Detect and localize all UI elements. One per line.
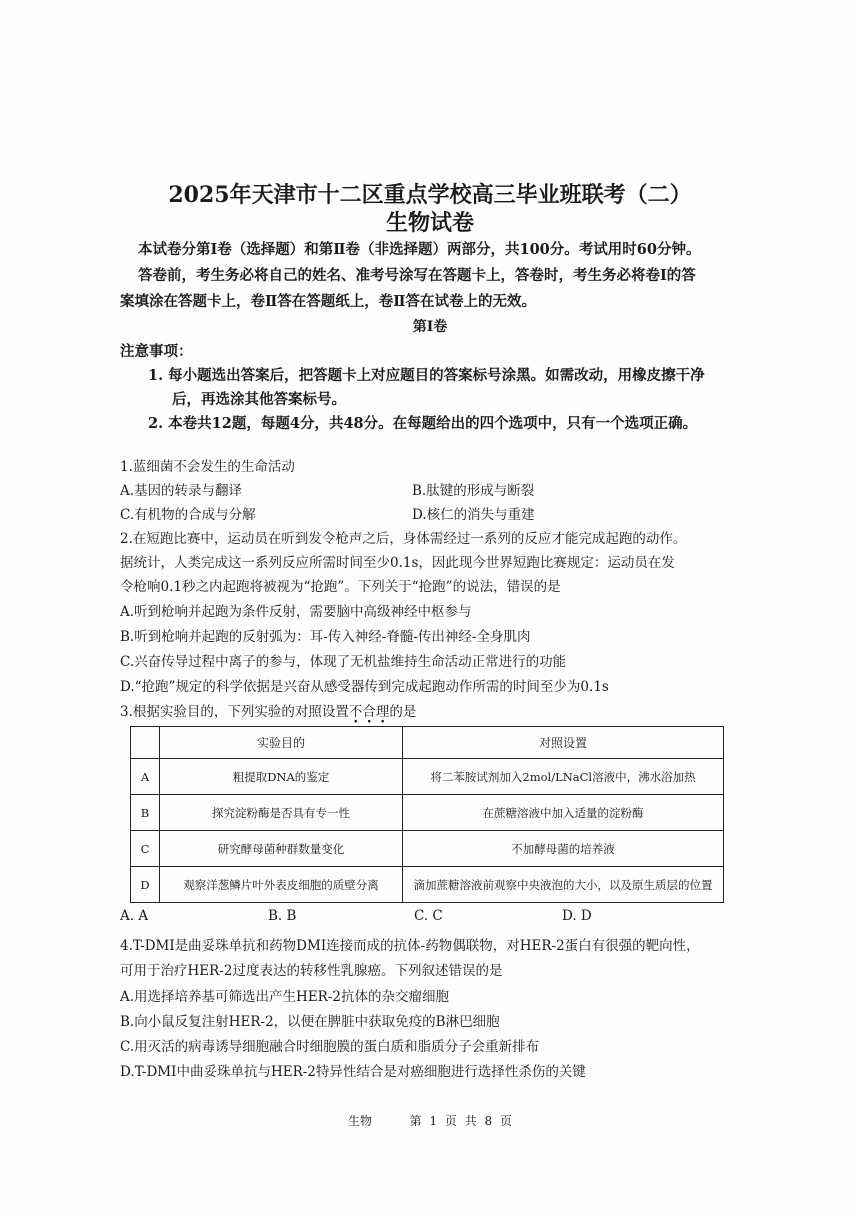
table-cell: 滴加蔗糖溶液前观察中央液泡的大小，以及原生质层的位置	[403, 867, 724, 903]
q2-option-b: B.听到枪响并起跑的反射弧为：耳-传入神经-脊髓-传出神经-全身肌肉	[120, 629, 531, 645]
footer-subject: 生物	[347, 1114, 372, 1128]
note-2-line-1: 2. 本卷共12题，每题4分，共48分。在每题给出的四个选项中，只有一个选项正确。	[148, 415, 698, 432]
q1-option-a: A.基因的转录与翻译	[120, 483, 243, 499]
page-subtitle: 生物试卷	[385, 210, 474, 236]
table-row	[131, 795, 724, 831]
q3-stem-after: 的是	[389, 704, 417, 720]
q3-stem-emphasis-3: 理	[375, 704, 390, 720]
note-1-line-2: 后，再选涂其他答案标号。	[172, 391, 346, 408]
q3-option-d: D. D	[562, 908, 592, 924]
q4-option-b: B.向小鼠反复注射HER-2，以便在脾脏中获取免疫的B淋巴细胞	[120, 1014, 500, 1030]
q2-stem-2: 据统计，人类完成这一系列反应所需时间至少0.1s，因此现今世界短跑比赛规定：运动员在发	[120, 555, 675, 571]
table-cell: 在蔗糖溶液中加入适量的淀粉酶	[403, 795, 724, 831]
table-cell: 探究淀粉酶是否具有专一性	[160, 795, 403, 831]
q3-stem-emphasis-2: 合	[362, 704, 376, 720]
q3-option-a: A. A	[120, 908, 149, 924]
table-cell: A	[131, 759, 160, 795]
table-header-row	[131, 727, 724, 759]
table-cell: 不加酵母菌的培养液	[403, 831, 724, 867]
q1-option-c: C.有机物的合成与分解	[120, 507, 256, 523]
q1-stem: 1.蓝细菌不会发生的生命活动	[120, 459, 295, 475]
notice-label: 注意事项：	[120, 343, 193, 360]
q2-stem-3: 令枪响0.1秒之内起跑将被视为“抢跑”。下列关于“抢跑”的说法，错误的是	[120, 579, 561, 595]
q2-option-d: D.“抢跑”规定的科学依据是兴奋从感受器传到完成起跑动作所需的时间至少为0.1s	[120, 679, 609, 695]
table-cell: 研究酵母菌种群数量变化	[160, 831, 403, 867]
q2-option-c: C.兴奋传导过程中离子的参与，体现了无机盐维持生命活动正常进行的功能	[120, 654, 567, 670]
q4-stem-2: 可用于治疗HER-2过度表达的转移性乳腺癌。下列叙述错误的是	[120, 963, 503, 979]
footer-page-info: 第 1 页 共 8 页	[409, 1114, 512, 1128]
table-cell: B	[131, 795, 160, 831]
page-title: 2025年天津市十二区重点学校高三毕业班联考（二）	[168, 182, 692, 208]
table-header-cell: 实验目的	[160, 727, 403, 759]
table-cell: 将二苯胺试剂加入2mol/LNaCl溶液中，沸水浴加热	[403, 759, 724, 795]
intro-line-3: 案填涂在答题卡上，卷Ⅱ答在答题纸上，卷Ⅱ答在试卷上的无效。	[120, 293, 536, 310]
q3-experiment-table	[130, 726, 724, 903]
q4-option-a: A.用选择培养基可筛选出产生HER-2抗体的杂交瘤细胞	[120, 989, 449, 1005]
q3-stem-before: 3.根据实验目的，下列实验的对照设置	[120, 704, 349, 720]
table-cell: C	[131, 831, 160, 867]
q3-option-b: B. B	[268, 908, 297, 924]
q2-option-a: A.听到枪响并起跑为条件反射，需要脑中高级神经中枢参与	[120, 604, 472, 620]
q4-option-c: C.用灭活的病毒诱导细胞融合时细胞膜的蛋白质和脂质分子会重新排布	[120, 1039, 540, 1055]
page-footer	[0, 1112, 860, 1129]
intro-line-1: 本试卷分第Ⅰ卷（选择题）和第Ⅱ卷（非选择题）两部分，共100分。考试用时60分钟。	[138, 241, 701, 258]
intro-line-2: 答卷前，考生务必将自己的姓名、准考号涂写在答题卡上，答卷时，考生务必将卷Ⅰ的答	[138, 267, 696, 284]
note-1-line-1: 1. 每小题选出答案后，把答题卡上对应题目的答案标号涂黑。如需改动，用橡皮擦干净	[148, 367, 705, 384]
table-cell: D	[131, 867, 160, 903]
q3-stem-emphasis-1: 不	[348, 704, 363, 720]
table-row	[131, 759, 724, 795]
q4-option-d: D.T-DMI中曲妥珠单抗与HER-2特异性结合是对癌细胞进行选择性杀伤的关键	[120, 1064, 586, 1080]
table-cell: 观察洋葱鳞片叶外表皮细胞的质壁分离	[160, 867, 403, 903]
table-cell: 粗提取DNA的鉴定	[160, 759, 403, 795]
q1-option-b: B.肽键的形成与断裂	[412, 483, 535, 499]
table-header-cell: 对照设置	[403, 727, 724, 759]
q1-option-d: D.核仁的消失与重建	[412, 507, 535, 523]
table-header-cell	[131, 727, 160, 759]
q3-stem	[120, 700, 416, 720]
q2-stem-1: 2.在短跑比赛中，运动员在听到发令枪声之后，身体需经过一系列的反应才能完成起跑的动作。	[120, 531, 687, 547]
table-row	[131, 867, 724, 903]
q4-stem-1: 4.T-DMI是曲妥珠单抗和药物DMI连接而成的抗体-药物偶联物，对HER-2蛋白有很强的靶向性，	[120, 938, 700, 954]
table-row	[131, 831, 724, 867]
section-title: 第Ⅰ卷	[412, 319, 448, 335]
q3-option-c: C. C	[414, 908, 443, 924]
